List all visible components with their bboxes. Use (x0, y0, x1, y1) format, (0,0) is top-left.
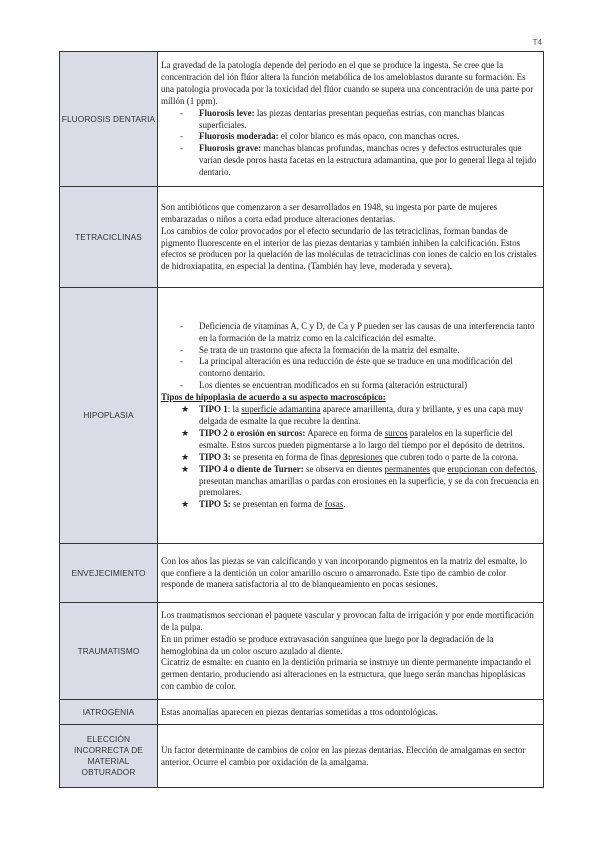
list-item: ★ TIPO 1: la superficie adamantina aparece amarillenta, dura y brillante, y es una capa muy delgada de esmalte la que recubre la dentina. (181, 404, 524, 426)
row-label-traumatismo: TRAUMATISMO (60, 603, 158, 700)
list-item: - La principal alteración es una reducción de éste que se traduce en una modificación del contorno dentario. (180, 356, 539, 380)
row-content-tetraciclinas (158, 187, 544, 288)
star-icon: ★ (181, 427, 190, 438)
list-item: - Fluorosis leve: las piezas dentarias presentan pequeñas estrías, con manchas blancas superficiales. (180, 108, 539, 132)
table-row-tetraciclinas (60, 187, 544, 288)
row-content-eleccion: Un factor determinante de cambios de color en las piezas dentarias. Elección de amalgamas en sector anterior. Ocurre el cambio por oxidación de la amalgama. (158, 725, 544, 788)
row-label-iatrogenia: IATROGENIA (60, 700, 158, 725)
row-label-tetraciclinas: TETRACICLINAS (60, 187, 158, 288)
list-item: ★ TIPO 4 o diente de Turner: se observa en dientes permanentes que erupcionan con defectos, presentan manchas amarillas o pardas con erosiones en la superficie, y se da con frecuencia en premolares. (181, 463, 539, 498)
star-icon: ★ (181, 499, 190, 510)
list-item: - Los dientes se encuentran modificados en su forma (alteración estructural) (180, 380, 539, 392)
table-row-fluorosis (60, 52, 544, 187)
tetraciclinas-text-2: Los cambios de color provocados por el efecto secundario de las tetraciclinas, forman bandas de pigmento fluorescente en el interior de las piezas dentarias y también inhiben la calcificación. Estos efectos se producen por la quelación de las moléculas de tetraciclinas con iones de calcio en los cristales de hidroxiapatita, en especial la dentina. (También hay leve, moderada y severa). (161, 225, 537, 272)
row-label-fluorosis: FLUOROSIS DENTARIA (60, 52, 158, 187)
hipoplasia-list (161, 321, 539, 392)
traumatismo-text-1: Los traumatismos seccionan el paquete vascular y provocan falta de irrigación y por ende mortificación de la pulpa. (161, 609, 534, 632)
table-row-envejecimiento (60, 544, 544, 603)
fluorosis-intro: La gravedad de la patología depende del periodo en el que se produce la ingesta. Se cree que la concentración del ión flúor altera la función metabólica de los ameloblastos durante su formación. Es una patología provocada por la toxicidad del flúor cuando se supera una concentración de una parte por millón (1 ppm). (161, 59, 534, 106)
table-row-traumatismo (60, 603, 544, 700)
row-label-envejecimiento: ENVEJECIMIENTO (60, 544, 158, 603)
row-content-traumatismo (158, 603, 544, 700)
table-row-iatrogenia (60, 700, 544, 725)
fluorosis-list (161, 108, 539, 179)
list-item: - Se trata de un trastorno que afecta la formación de la matriz del esmalte. (180, 345, 539, 357)
list-item: ★ TIPO 5: se presentan en forma de fosas. (181, 499, 346, 510)
star-icon: ★ (181, 404, 190, 415)
traumatismo-text-2: En un primer estadío se produce extravasación sanguínea que luego por la degradación de la hemoglobina da un color oscuro azulado al diente. (161, 633, 494, 656)
star-icon: ★ (181, 463, 190, 474)
traumatismo-text-3: Cicatriz de esmalte: en cuanto en la dentición primaria se instruye un diente permanente impactando el germen dentario, produciendo así alteraciones en la estructura, que luego serán manchas hipoplásicas con cambio de color. (161, 657, 532, 692)
hipoplasia-types-heading: Tipos de hipoplasia de acuerdo a su aspecto macroscópico: (161, 392, 386, 403)
row-content-iatrogenia: Estas anomalías aparecen en piezas dentarias sometidas a ttos odontológicas. (158, 700, 544, 725)
list-item: - Fluorosis moderada: el color blanco es más opaco, con manchas ocres. (180, 131, 539, 143)
list-item: ★ TIPO 2 o erosión en surcos: Aparece en forma de surcos paralelos en la superficie del esmalte. Estos surcos pueden pigmentarse a lo largo del tiempo por el depósito de detritos. (181, 427, 525, 450)
table-row-hipoplasia (60, 288, 544, 544)
row-content-hipoplasia (158, 288, 544, 544)
row-label-eleccion: ELECCIÓN INCORRECTA DE MATERIAL OBTURADOR (60, 725, 158, 788)
row-content-fluorosis (158, 52, 544, 187)
list-item: ★ TIPO 3: se presenta en forma de finas depresiones que cubren todo o parte de la corona. (181, 451, 519, 462)
list-item: - Deficiencia de vitaminas A, C y D, de Ca y P pueden ser las causas de una interferencia tanto en la formación de la matriz como en la calcificación del esmalte. (180, 321, 539, 345)
star-icon: ★ (181, 451, 190, 462)
row-label-hipoplasia: HIPOPLASIA (60, 288, 158, 544)
hipoplasia-types-list (161, 404, 539, 511)
tetraciclinas-text-1: Son antibióticos que comenzaron a ser desarrollados en 1948, su ingesta por parte de mujeres embarazadas o niños a corta edad produce alteraciones dentarias. (161, 201, 498, 224)
list-item: - Fluorosis grave: manchas blancas profundas, manchas ocres y defectos estructurales que varían desde poros hasta facetas en la estructura adamantina, que por lo general llega al tejido dentario. (180, 143, 539, 179)
row-content-envejecimiento: Con los años las piezas se van calcificando y van incorporando pigmentos en la matriz del esmalte, lo que confiere a la dentición un color amarillo oscuro o amarronado. Este tipo de cambio de color responde de manera satisfactoria al tto de blanqueamiento en pocas sesiones. (158, 544, 544, 603)
page-number: T4 (532, 38, 542, 47)
table-row-eleccion (60, 725, 544, 788)
dental-discoloration-table (59, 51, 544, 788)
